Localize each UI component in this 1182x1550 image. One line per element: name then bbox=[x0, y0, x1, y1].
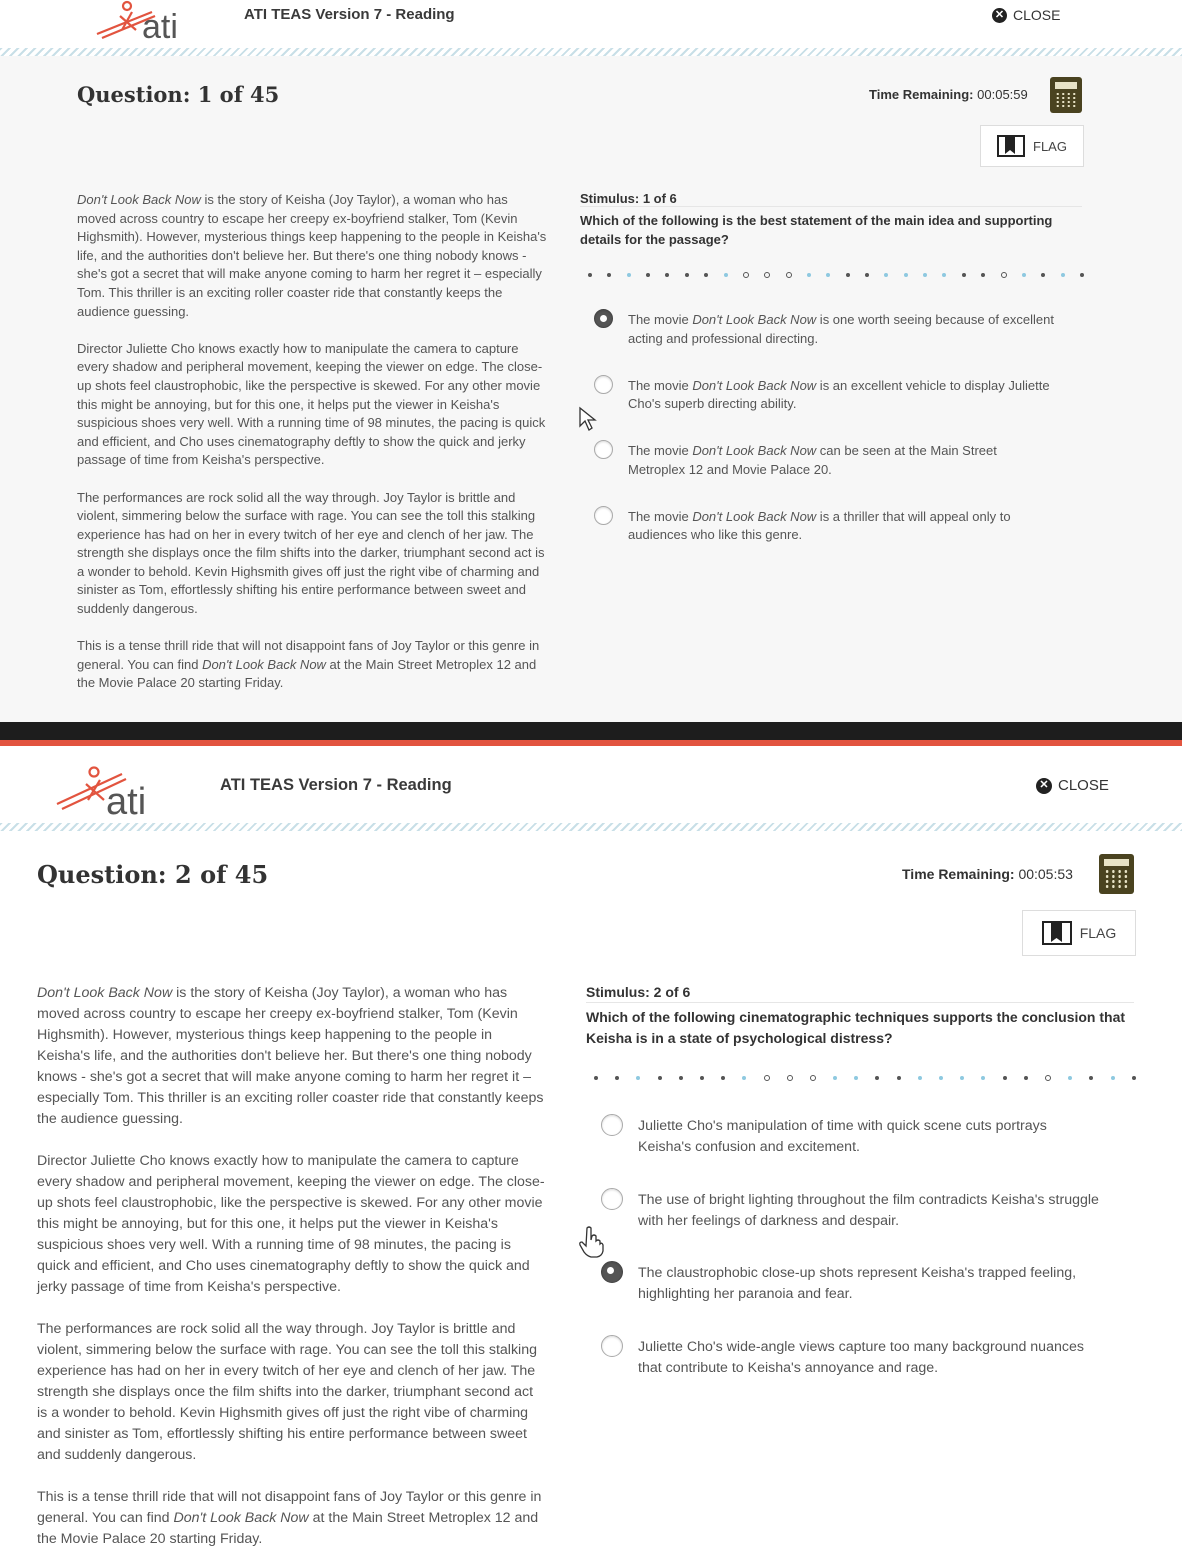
time-label: Time Remaining: bbox=[869, 87, 974, 102]
progress-dot[interactable] bbox=[1080, 273, 1084, 277]
answer-option-text: The movie Don't Look Back Now is one worth seeing because of excellent acting and professional directing. bbox=[628, 312, 1054, 346]
question-stem: Which of the following is the best statement of the main idea and supporting details for the passage? bbox=[580, 206, 1082, 249]
top-bar bbox=[0, 0, 1182, 56]
answer-option-d[interactable] bbox=[601, 1337, 1101, 1379]
progress-dot[interactable] bbox=[1003, 1076, 1007, 1080]
progress-dot[interactable] bbox=[721, 1076, 725, 1080]
progress-dot[interactable] bbox=[960, 1076, 964, 1080]
progress-dot[interactable] bbox=[923, 273, 927, 277]
progress-dot[interactable] bbox=[865, 273, 869, 277]
answer-option-d[interactable] bbox=[594, 508, 1054, 545]
header-stripe-divider bbox=[0, 823, 1182, 831]
answer-option-a[interactable] bbox=[594, 311, 1054, 348]
answer-option-b[interactable] bbox=[594, 377, 1054, 414]
progress-dot[interactable] bbox=[704, 273, 708, 277]
close-icon: ✕ bbox=[1036, 778, 1052, 794]
progress-dot[interactable] bbox=[981, 273, 985, 277]
progress-dots bbox=[594, 1075, 1136, 1081]
app-title: ATI TEAS Version 7 - Reading bbox=[244, 6, 455, 23]
progress-dot[interactable] bbox=[685, 273, 689, 277]
screen-separator bbox=[0, 722, 1182, 746]
passage-paragraph-1: Don't Look Back Now is the story of Keisha (Joy Taylor), a woman who has moved across country to escape her creepy ex-boyfriend stalker, Tom (Kevin Highsmith). However, mysterious things keep happening to the people in Keisha's life, and the authorities don't believe her. But there's one thing nobody knows - she's got a secret that will make anyone coming to harm her regret it – especially Tom. This thriller is an exciting roller coaster ride that constantly keeps the audience guessing. bbox=[37, 985, 544, 1127]
flag-label: FLAG bbox=[1033, 138, 1067, 154]
bookmark-flag-icon bbox=[997, 135, 1025, 157]
progress-dot[interactable] bbox=[981, 1076, 985, 1080]
progress-dot[interactable] bbox=[724, 273, 728, 277]
progress-dot[interactable] bbox=[700, 1076, 704, 1080]
passage-paragraph-3: The performances are rock solid all the way through. Joy Taylor is brittle and violent, simmering below the surface with rage. You can see the toll this stalking experience has had on her in every twitch of her eye and clench of her jaw. The strength she displays once the film shifts into the darker, triumphant second act is a wonder to behold. Kevin Highsmith gives off just the right vibe of charming and sinister as Tom, effortlessly shifting his entire performance between sweet and suddenly dangerous. bbox=[37, 1321, 537, 1463]
reading-passage bbox=[37, 983, 547, 1550]
hand-pointer-icon bbox=[578, 1225, 606, 1259]
progress-dot[interactable] bbox=[1045, 1075, 1051, 1081]
time-value: 00:05:53 bbox=[1018, 866, 1073, 882]
answer-option-text: The use of bright lighting throughout the film contradicts Keisha's struggle with her feelings of darkness and despair. bbox=[638, 1191, 1099, 1229]
radio-button[interactable] bbox=[594, 506, 613, 525]
exam-screen-question-2 bbox=[0, 746, 1182, 1547]
question-stem: Which of the following cinematographic techniques supports the conclusion that Keisha is in a state of psychological distress? bbox=[586, 1002, 1134, 1049]
progress-dot[interactable] bbox=[962, 273, 966, 277]
answer-option-c[interactable] bbox=[594, 442, 1054, 479]
radio-button[interactable] bbox=[594, 309, 613, 328]
ati-logo bbox=[92, 0, 202, 46]
close-label: CLOSE bbox=[1058, 777, 1109, 794]
radio-button[interactable] bbox=[601, 1188, 623, 1210]
progress-dot[interactable] bbox=[939, 1076, 943, 1080]
progress-dot[interactable] bbox=[636, 1076, 640, 1080]
time-label: Time Remaining: bbox=[902, 866, 1015, 882]
progress-dot[interactable] bbox=[1111, 1076, 1115, 1080]
bookmark-flag-icon bbox=[1042, 921, 1072, 945]
radio-button[interactable] bbox=[601, 1261, 623, 1283]
progress-dot[interactable] bbox=[1024, 1076, 1028, 1080]
calculator-icon[interactable] bbox=[1050, 77, 1082, 113]
progress-dot[interactable] bbox=[904, 273, 908, 277]
time-remaining bbox=[869, 87, 1028, 102]
progress-dot[interactable] bbox=[1001, 272, 1007, 278]
flag-label: FLAG bbox=[1079, 925, 1117, 941]
calculator-icon[interactable] bbox=[1099, 854, 1134, 894]
progress-dots bbox=[588, 272, 1084, 278]
progress-dot[interactable] bbox=[897, 1076, 901, 1080]
progress-dot[interactable] bbox=[646, 273, 650, 277]
close-button[interactable] bbox=[1036, 777, 1109, 794]
time-value: 00:05:59 bbox=[977, 87, 1028, 102]
progress-dot[interactable] bbox=[627, 273, 631, 277]
progress-dot[interactable] bbox=[786, 272, 792, 278]
passage-paragraph-2: Director Juliette Cho knows exactly how to manipulate the camera to capture every shadow and peripheral movement, keeping the viewer on edge. The close-up shots feel claustrophobic, like the perspective is skewed. For any other movie this might be annoying, but for this one, it helps put the viewer in Keisha's suspicious shoes very well. With a running time of 98 minutes, the pacing is quick and efficient, and Cho uses cinematography deftly to show the quick and jerky passage of time from Keisha's perspective. bbox=[77, 340, 546, 468]
radio-button[interactable] bbox=[594, 440, 613, 459]
progress-dot[interactable] bbox=[1089, 1076, 1093, 1080]
stimulus-label: Stimulus: 1 of 6 bbox=[580, 191, 677, 206]
progress-dot[interactable] bbox=[615, 1076, 619, 1080]
answer-option-text: The movie Don't Look Back Now is an excellent vehicle to display Juliette Cho's superb directing ability. bbox=[628, 377, 1050, 412]
progress-dot[interactable] bbox=[658, 1076, 662, 1080]
flag-button[interactable] bbox=[1022, 910, 1136, 956]
progress-dot[interactable] bbox=[1041, 273, 1045, 277]
mouse-pointer-icon bbox=[578, 406, 598, 432]
passage-paragraph-4: This is a tense thrill ride that will not disappoint fans of Joy Taylor or this genre in general. You can find Don't Look Back Now at the Main Street Metroplex 12 and the Movie Palace 20 starting Friday. bbox=[37, 1489, 542, 1547]
progress-dot[interactable] bbox=[1061, 273, 1065, 277]
progress-dot[interactable] bbox=[833, 1076, 837, 1080]
radio-button[interactable] bbox=[594, 375, 613, 394]
progress-dot[interactable] bbox=[1068, 1076, 1072, 1080]
progress-dot[interactable] bbox=[764, 272, 770, 278]
svg-text:ati: ati bbox=[106, 781, 147, 823]
answer-option-text: The movie Don't Look Back Now can be seen at the Main Street Metroplex 12 and Movie Palace 20. bbox=[628, 443, 997, 477]
progress-dot[interactable] bbox=[810, 1075, 816, 1081]
exam-screen-question-1 bbox=[0, 0, 1182, 722]
progress-dot[interactable] bbox=[764, 1075, 770, 1081]
top-bar bbox=[0, 746, 1182, 836]
progress-dot[interactable] bbox=[607, 273, 611, 277]
progress-dot[interactable] bbox=[826, 273, 830, 277]
progress-dot[interactable] bbox=[594, 1076, 598, 1080]
passage-paragraph-1: Don't Look Back Now is the story of Keisha (Joy Taylor), a woman who has moved across country to escape her creepy ex-boyfriend stalker, Tom (Kevin Highsmith). However, mysterious things keep happening to the people in Keisha's life, and the authorities don't believe her. But there's one thing nobody knows - she's got a secret that will make anyone coming to harm her regret it – especially Tom. This thriller is an exciting roller coaster ride that constantly keeps the audience guessing. bbox=[77, 192, 547, 319]
progress-dot[interactable] bbox=[742, 1076, 746, 1080]
question-title: Question: 2 of 45 bbox=[37, 860, 269, 889]
answer-option-b[interactable] bbox=[601, 1190, 1101, 1232]
time-remaining bbox=[902, 866, 1073, 882]
flag-button[interactable] bbox=[980, 125, 1084, 167]
app-title: ATI TEAS Version 7 - Reading bbox=[220, 776, 452, 794]
progress-dot[interactable] bbox=[875, 1076, 879, 1080]
stimulus-label: Stimulus: 2 of 6 bbox=[586, 984, 691, 1000]
answer-option-c[interactable] bbox=[601, 1263, 1101, 1305]
progress-dot[interactable] bbox=[942, 273, 946, 277]
passage-paragraph-2: Director Juliette Cho knows exactly how to manipulate the camera to capture every shadow and peripheral movement, keeping the viewer on edge. The close-up shots feel claustrophobic, like the perspective is skewed. For any other movie this might be annoying, but for this one, it helps put the viewer in Keisha's suspicious shoes very well. With a running time of 98 minutes, the pacing is quick and efficient, and Cho uses cinematography deftly to show the quick and jerky passage of time from Keisha's perspective. bbox=[37, 1153, 545, 1295]
answer-option-text: The movie Don't Look Back Now is a thriller that will appeal only to audiences who like this genre. bbox=[628, 508, 1011, 543]
progress-dot[interactable] bbox=[918, 1076, 922, 1080]
answer-option-a[interactable] bbox=[601, 1116, 1101, 1158]
progress-dot[interactable] bbox=[787, 1075, 793, 1081]
answer-option-text: Juliette Cho's manipulation of time with quick scene cuts portrays Keisha's confusion and excitement. bbox=[638, 1118, 1047, 1155]
passage-paragraph-4: This is a tense thrill ride that will not disappoint fans of Joy Taylor or this genre in general. You can find Don't Look Back Now at the Main Street Metroplex 12 and the Movie Palace 20 starting Friday. bbox=[77, 638, 540, 691]
answer-option-text: Juliette Cho's wide-angle views capture too many background nuances that contribute to Keisha's annoyance and rage. bbox=[638, 1338, 1084, 1376]
answer-option-text: The claustrophobic close-up shots represent Keisha's trapped feeling, highlighting her paranoia and fear. bbox=[638, 1265, 1077, 1302]
close-label: CLOSE bbox=[1013, 7, 1061, 23]
progress-dot[interactable] bbox=[854, 1076, 858, 1080]
svg-text:ati: ati bbox=[142, 8, 178, 46]
header-stripe-divider bbox=[0, 48, 1182, 56]
progress-dot[interactable] bbox=[665, 273, 669, 277]
close-icon: ✕ bbox=[992, 8, 1007, 23]
close-button[interactable] bbox=[992, 7, 1060, 23]
progress-dot[interactable] bbox=[846, 273, 850, 277]
ati-logo bbox=[54, 758, 164, 823]
progress-dot[interactable] bbox=[743, 272, 749, 278]
progress-dot[interactable] bbox=[1022, 273, 1026, 277]
progress-dot[interactable] bbox=[588, 273, 592, 277]
passage-paragraph-3: The performances are rock solid all the way through. Joy Taylor is brittle and violent, simmering below the surface with rage. You can see the toll this stalking experience has had on her in every twitch of her eye and clench of her jaw. The strength she displays once the film shifts into the darker, triumphant second act is a wonder to behold. Kevin Highsmith gives off just the right vibe of charming and sinister as Tom, effortlessly shifting his entire performance between sweet and suddenly dangerous. bbox=[77, 489, 545, 617]
progress-dot[interactable] bbox=[807, 273, 811, 277]
radio-button[interactable] bbox=[601, 1114, 623, 1136]
question-title: Question: 1 of 45 bbox=[77, 82, 280, 107]
reading-passage bbox=[77, 191, 547, 693]
radio-button[interactable] bbox=[601, 1335, 623, 1357]
progress-dot[interactable] bbox=[679, 1076, 683, 1080]
progress-dot[interactable] bbox=[1132, 1076, 1136, 1080]
progress-dot[interactable] bbox=[884, 273, 888, 277]
